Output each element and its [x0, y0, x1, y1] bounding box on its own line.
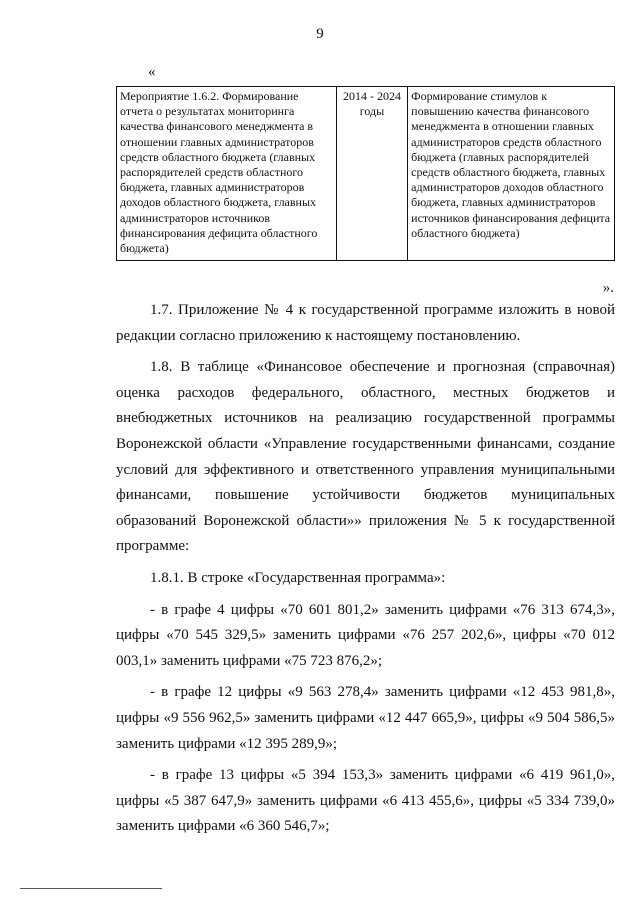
paragraph-1-8-1: 1.8.1. В строке «Государственная программа»:	[150, 569, 446, 586]
list-item-column-13: - в графе 13 цифры «5 394 153,3» заменить цифрами «6 419 961,0», цифры «5 387 647,9» заменить цифрами «6 413 455,6», цифры «5 334 739,0» заменить цифрами «6 360 546,7»;	[116, 767, 615, 835]
paragraph-1-7: 1.7. Приложение № 4 к государственной программе изложить в новой редакции согласно приложению к настоящему постановлению.	[116, 302, 615, 344]
closing-quote: ».	[602, 280, 614, 296]
measures-table	[116, 86, 615, 261]
footer-divider	[20, 888, 162, 889]
result-cell: Формирование стимулов к повышению качества финансового менеджмента в отношении главных администраторов средств областного бюджета (главных распорядителей средств областного бюджета, главных администраторов доходов областного бюджета, главных администраторов источников финансирования дефицита областного бюджета)	[408, 87, 615, 261]
list-item-column-12: - в графе 12 цифры «9 563 278,4» заменить цифрами «12 453 981,8», цифры «9 556 962,5» заменить цифрами «12 447 665,9», цифры «9 504 586,5» заменить цифрами «12 395 289,9»;	[116, 684, 615, 752]
paragraph-1-8: 1.8. В таблице «Финансовое обеспечение и прогнозная (справочная) оценка расходов федерального, областного, местных бюджетов и внебюджетных источников на реализацию государственной программы Воронежской области «Управление государственными финансами, создание условий для эффективного и ответственного управления муниципальными финансами, повышение устойчивости бюджетов муниципальных образований Воронежской области»» приложения № 5 к государственной программе:	[116, 359, 615, 555]
opening-quote: «	[148, 64, 156, 80]
body-text	[116, 298, 615, 846]
measure-cell: Мероприятие 1.6.2. Формирование отчета о результатах мониторинга качества финансового менеджмента в отношении главных администраторов средств областного бюджета (главных распорядителей средств областного бюджета, главных администраторов доходов областного бюджета, главных администраторов источников финансирования дефицита областного бюджета)	[117, 87, 337, 261]
page-number: 9	[316, 26, 324, 42]
period-cell: 2014 - 2024 годы	[336, 87, 407, 261]
table-row	[117, 87, 615, 261]
list-item-column-4: - в графе 4 цифры «70 601 801,2» заменить цифрами «76 313 674,3», цифры «70 545 329,5» заменить цифрами «76 257 202,6», цифры «70 012 003,1» заменить цифрами «75 723 876,2»;	[116, 601, 615, 669]
